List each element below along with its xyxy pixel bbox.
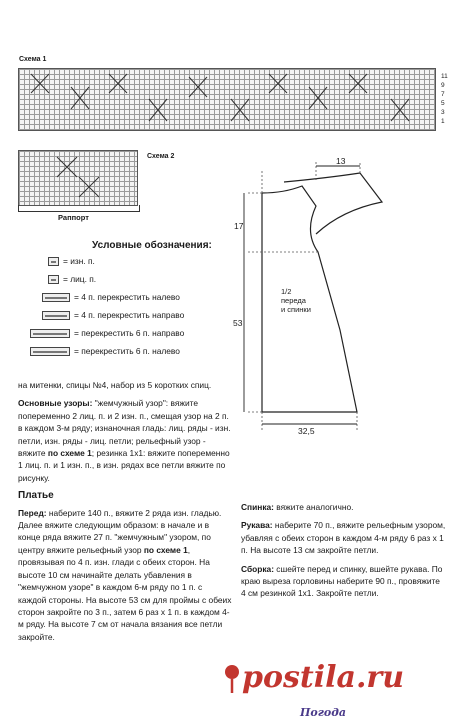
- back-paragraph: Спинка: вяжите аналогично.: [241, 502, 354, 512]
- patterns-paragraph: Основные узоры: "жемчужный узор": вяжите попеременно 2 лиц. п. и 2 изн. п., смещая узор на 2 п. в каждом 3-м ряду; изнаночная гладь: лиц. ряды - изн. петли, изн. ряды - лиц. петли; рельефный узор - вяжите по схеме 1; резинка 1х1: вяжите попеременно 1 лиц. п. и 1 изн. п., в изн. рядах все петли вяжите по рисунку.: [18, 398, 231, 483]
- legend-item: = изн. п.: [30, 252, 184, 270]
- cable-6-right-icon: [30, 329, 70, 338]
- cable-4-left-icon: [42, 293, 70, 302]
- dim-53: 53: [233, 318, 243, 328]
- intro-paragraph: на митенки, спицы №4, набор из 5 коротких спиц.: [18, 380, 212, 390]
- assembly-paragraph: Сборка: сшейте перед и спинку, вшейте рукава. По краю выреза горловины наберите 90 п., провяжите 4 см резинкой 1х1. Закройте петли.: [241, 563, 443, 599]
- dim-32-5: 32,5: [298, 426, 315, 436]
- scheme1-grid: [18, 68, 436, 131]
- legend-item: = лиц. п.: [30, 270, 184, 288]
- legend-item: = 4 п. перекрестить направо: [30, 306, 184, 324]
- left-column: [18, 379, 232, 643]
- pattern-piece-label: 1/2 переда и спинки: [281, 287, 311, 314]
- right-column: [241, 501, 446, 600]
- scheme1-cables: [19, 69, 435, 130]
- rapport-label: Раппорт: [58, 213, 89, 222]
- legend-item: = перекрестить 6 п. направо: [30, 324, 184, 342]
- front-paragraph: Перед: наберите 140 п., вяжите 2 ряда изн. гладью. Далее вяжите следующим образом: в начале и в конце ряда вяжите 27 п. "жемчужным" узором, по центру вяжите рельефный узор по схеме 1, провязывая по 4 п. изн. глади с обеих сторон. На высоте 10 см начинайте делать убавления в "жемчужном узоре" в каждом 6-м ряду по 1 п. с каждой стороны. На высоте 53 см для проймы с обеих сторон закройте по 3 п., затем 6 раз х 1 п. в каждом 4-м ряду. На высоте 7 см от начала вязания все петли закройте.: [18, 507, 232, 642]
- cable-4-right-icon: [42, 311, 70, 320]
- scheme1-row-numbers: 11 9 7 5 3 1: [441, 73, 448, 125]
- garment-pattern-diagram: [232, 150, 447, 440]
- purl-symbol-icon: [48, 257, 59, 266]
- dim-13: 13: [336, 156, 346, 166]
- cable-6-left-icon: [30, 347, 70, 356]
- scheme1-title: Схема 1: [19, 56, 47, 63]
- legend-list: [30, 252, 184, 360]
- legend-title: Условные обозначения:: [92, 240, 212, 251]
- watermark-extra: Погода: [300, 706, 347, 719]
- legend-item: = перекрестить 6 п. налево: [30, 342, 184, 360]
- dress-heading: Платье: [18, 490, 54, 502]
- knit-symbol-icon: [48, 275, 59, 284]
- dim-17: 17: [234, 221, 244, 231]
- pushpin-icon: [222, 663, 242, 693]
- sleeve-outline: [284, 173, 382, 234]
- scheme2-cables: [19, 151, 137, 205]
- rapport-bracket: [18, 205, 140, 212]
- sleeves-paragraph: Рукава: наберите 70 п., вяжите рельефным узором, убавляя с обеих сторон в каждом 4-м ряду 6 раз х 1 п. На высоте 13 см закройте петли.: [241, 520, 446, 556]
- scheme2-grid: [18, 150, 138, 206]
- scheme2-title: Схема 2: [147, 153, 175, 160]
- legend-item: = 4 п. перекрестить налево: [30, 288, 184, 306]
- watermark: postila.ru: [222, 660, 404, 695]
